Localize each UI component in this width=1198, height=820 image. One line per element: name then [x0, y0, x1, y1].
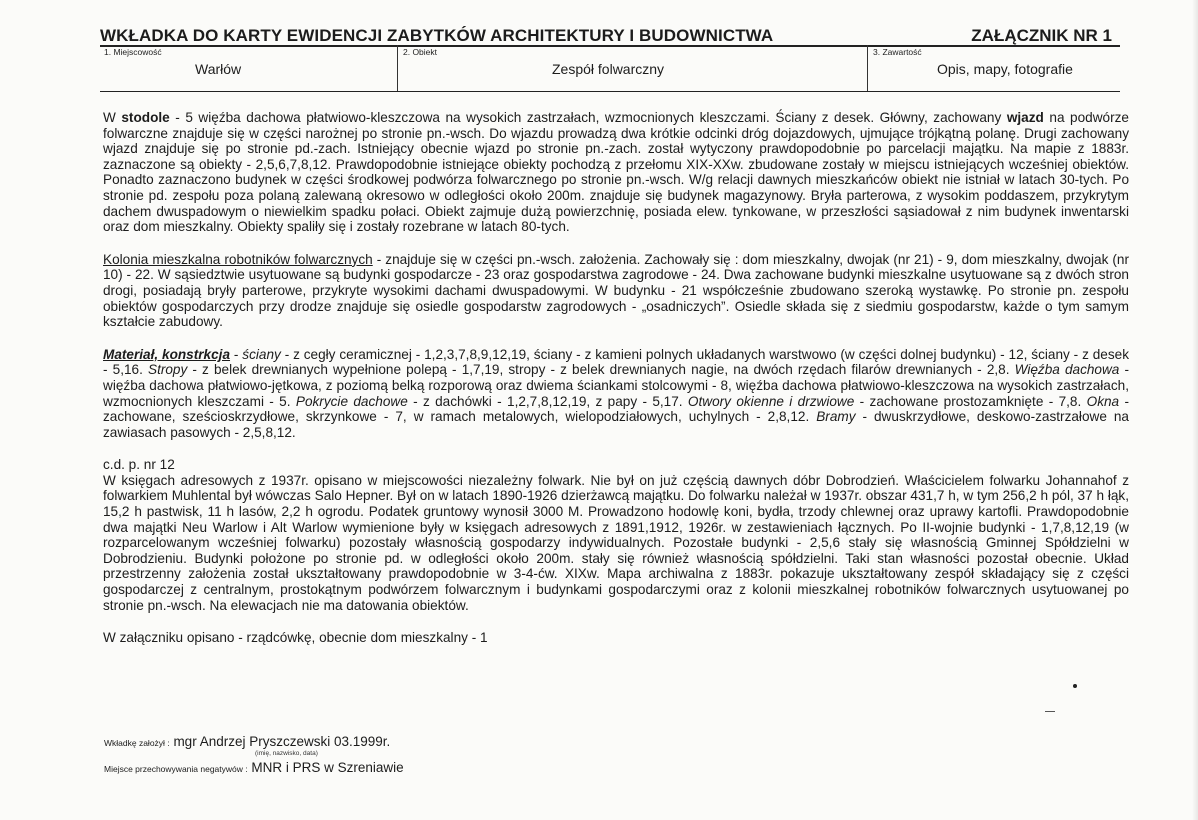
field-object-value: Zespół folwarczny [552, 61, 665, 77]
text-run: - z dachówki - 1,2,7,8,12,19, z papy - 5,17. [407, 393, 688, 409]
form-title: WKŁADKA DO KARTY EWIDENCJI ZABYTKÓW ARCHITEKTURY I BUDOWNICTWA [100, 26, 774, 45]
italic-term: Pokrycie dachowe [295, 393, 408, 409]
paragraph-continuation-heading: c.d. p. nr 12 [103, 457, 175, 473]
bold-term: stodole [121, 110, 170, 125]
scan-speck [1073, 684, 1077, 688]
paragraph-attachment-note: W załączniku opisano - rządcówkę, obecnie dom mieszkalny - 1 [103, 630, 488, 646]
field-content-label: 3. Zawartość [873, 47, 922, 57]
author-label: Wkładkę założył : [104, 738, 170, 748]
header [100, 26, 1120, 46]
storage-label: Miejsce przechowywania negatywów : [104, 764, 248, 774]
text-run: - z cegły ceramicznej - 1,2,3,7,8,9,12,19, ściany - z kamieni polnych układanych warstwowo (w części dolnej budynku) - 12, ściany - z desek - 5,16. [103, 346, 1130, 378]
footer-author [104, 734, 390, 749]
scan-edge-shadow [1192, 0, 1198, 820]
attachment-number: ZAŁĄCZNIK NR 1 [971, 26, 1112, 45]
italic-term: Bramy [816, 409, 856, 425]
footer-storage [104, 760, 404, 775]
text-run: na podwórze folwarczne znajduje się w części narożnej po stronie pn.-wsch. Do wjazdu prowadzą dwa krótkie odcinki dróg dojazdowych, ujmujące trójkątną polanę. Drugi zachowany wjazd znajduje się po stronie pd.-zach. Istniejący obecnie wjazd po stronie pn.-zach. został wytyczony prawdopodobnie po parcelacji majątku. Na mapie z 1883r. zaznaczone są obiekty - 2,5,6,7,8,12. Prawdopodobnie istniejące obiekty pochodzą z przełomu XIX-XXw. zbudowane zostały w miejscu istniejących wcześniej obiektów. Ponadto zaznaczono budynek w części środkowej podwórza folwarcznego po stronie pn.-wsch. W/g relacji dawnych mieszkańców obiekt nie istniał w latach 30-tych. Po stronie pd. zespołu poza polaną zalewaną okresowo w odległości około 200m. znajduje się budynek magazynowy. Bryła parterowa, z wysokim poddaszem, przykrytym dachem dwuspadowym o niewielkim spadku połaci. Obiekt zajmuje dużą powierzchnię, posiada elew. tynkowane, w przeszłości sąsiadował z nim budynek inwentarski oraz dom mieszkalny. Obiekty spaliły się i zostały rozebrane w latach 80-tych. [103, 110, 1129, 235]
italic-term: Więźba dachowa [1014, 362, 1120, 378]
paragraph-barn [103, 110, 1129, 235]
text-run: - zachowane, sześcioskrzydłowe, skrzynkowe - 7, w ramach metalowych, wielopodziałowych, uchylnych - 2,8,12. [103, 393, 1129, 425]
text-run: - dwuskrzydłowe, deskowo-zastrzałowe na zawiasach pasowych - 2,5,8,12. [103, 409, 1129, 440]
text-run: - 5 więźba dachowa płatwiowo-kleszczowa na wysokich zastrzałach, wzmocnionych kleszczami. Ściany z desek. Główny, zachowany [169, 110, 1007, 125]
document-body [103, 110, 1129, 663]
text-run: W [103, 110, 122, 125]
scan-mark [1045, 711, 1055, 712]
underlined-heading: Kolonia mieszkalna robotników folwarcznych [103, 251, 373, 267]
italic-term: Stropy [148, 362, 188, 378]
paragraph-colony [103, 252, 1129, 330]
italic-term: ściany [242, 346, 281, 362]
bold-term: wjazd [1006, 110, 1044, 125]
italic-term: Okna [1086, 393, 1120, 409]
text-run: - [230, 346, 243, 362]
field-locality-value: Warłów [195, 61, 242, 77]
italic-term: Otwory okienne i drzwiowe [687, 393, 855, 409]
author-value: mgr Andrzej Pryszczewski 03.1999r. [173, 734, 391, 749]
paragraph-materials [103, 347, 1129, 441]
field-divider-1 [397, 45, 398, 91]
field-locality-label: 1. Miejscowość [104, 47, 162, 57]
field-content-value: Opis, mapy, fotografie [937, 61, 1073, 77]
field-object-label: 2. Obiekt [403, 47, 438, 57]
paragraph-history: W księgach adresowych z 1937r. opisano w miejscowości niezależny folwark. Nie był on już częścią dawnych dóbr Dobrodzień. Właścicielem folwarku Johannahof z folwarkiem Muhlental był wówczas Salo Hepner. Był on w latach 1890-1926 dzierżawcą majątku. Do folwarku należał w 1937r. obszar 431,7 h, w tym 256,2 h pól, 37 h łąk, 15,2 h pastwisk, 11 h lasów, 2,2 h ogrodu. Podatek gruntowy wynosił 3000 M. Prowadzono hodowlę koni, bydła, trzody chlewnej oraz uprawy kartofli. Prawdopodobnie dwa majątki Neu Warlow i Alt Warlow wymienione były w księgach adresowych z 1891,1912, 1926r. w zestawieniach łącznych. Po II-wojnie budynki - 1,7,8,12,19 (w rozparcelowanym wcześniej folwarku) pozostały własnością gospodarzy indywidualnych. Pozostałe budynki - 2,5,6 stały się własnością Gminnej Spółdzielni w Dobrodzieniu. Budynki położone po stronie pd. w odległości około 200m. stały się również własnością spółdzielni. Taki stan własności pozostał obecnie. Układ przestrzenny założenia został ukształtowany prawdopodobnie w 3-4-ćw. XIXw. Mapa archiwalna z 1883r. pokazuje ukształtowany zespół składający się z części gospodarczej z centralnym, prostokątnym podwórzem folwarcznym i budynkami gospodarczymi oraz z kolonii mieszkalnej robotników folwarcznych usytuowanej po stronie pn.-wsch. Na elewacjach nie ma datowania obiektów. [103, 472, 1129, 613]
field-divider-2 [867, 45, 868, 91]
text-run: - zachowane prostozamknięte - 7,8. [854, 393, 1087, 409]
section-heading: Materiał, konstrkcja [103, 346, 231, 362]
author-hint: (imię, nazwisko, data) [255, 750, 318, 757]
header-rule-bottom [100, 91, 1120, 92]
text-run: - z belek drewnianych wypełnione polepą - 1,7,19, stropy - z belek drewnianych nagie, na dwóch rzędach filarów drewnianych - 2,8. [187, 362, 1015, 378]
header-rule-top [100, 45, 1120, 47]
text-run: - znajduje się w części pn.-wsch. założenia. Zachowały się : dom mieszkalny, dwojak (nr 21) - 9, dom mieszkalny, dwojak (nr 10) - 22. W sąsiedztwie usytuowane są budynki gospodarcze - 23 oraz gospodarstwa zagrodowe - 24. Dwa zachowane budynki mieszkalne usytuowane są z dwóch stron drogi, posiadają bryły parterowe, przykryte wysokimi dachami dwuspadowymi. W budynku - 21 współcześnie zbudowano szeroką wystawkę. Po stronie pn. zespołu obiektów gospodarczych przy drodze znajduje się osiedle gospodarstw zagrodowych - „osadniczych”. Osiedle składa się z siedmiu gospodarstw, każde o tym samym kształcie zabudowy. [103, 251, 1129, 330]
text-run: - więźba dachowa płatwiowo-jętkowa, z poziomą belką rozporową oraz dwiema ściankami stolcowymi - 8, więźba dachowa płatwiowo-kleszczowa na wysokich zastrzałach, wzmocnionych kleszczami - 5. [103, 362, 1130, 409]
storage-value: MNR i PRS w Szreniawie [251, 760, 404, 775]
